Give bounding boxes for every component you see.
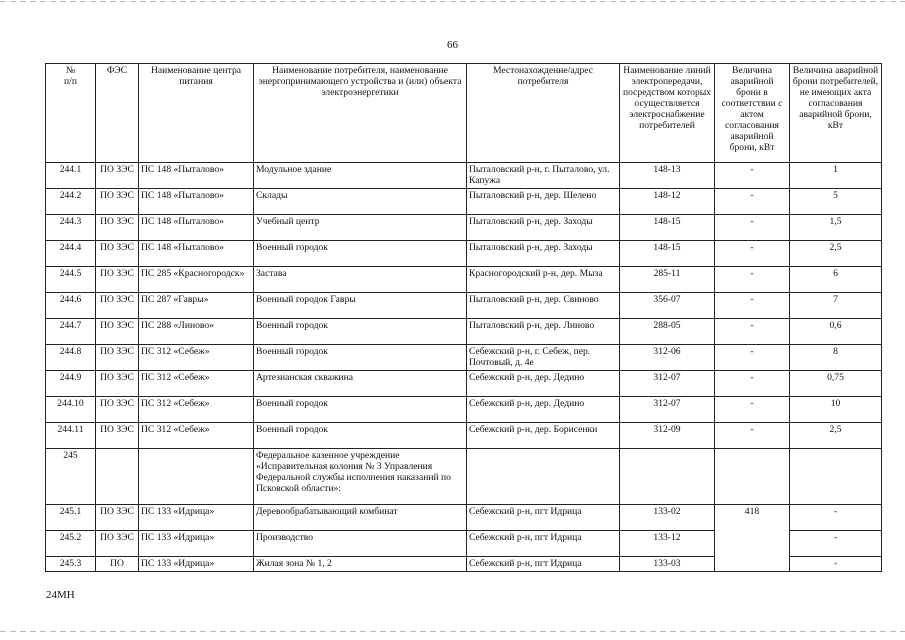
cell-consumer: Военный городок [254, 397, 467, 423]
cell-bron-noact: - [790, 557, 882, 572]
cell-center: ПС 312 «Себеж» [139, 397, 254, 423]
cell-bron-act: - [715, 371, 790, 397]
cell-bron-noact: 7 [790, 293, 882, 319]
cell-line: 133-03 [620, 557, 715, 572]
cell-line [620, 449, 715, 505]
cell-address: Пыталовский р-н, дер. Заходы [467, 241, 620, 267]
cell-num: 244.4 [46, 241, 96, 267]
cell-address: Себежский р-н, дер. Борисенки [467, 423, 620, 449]
cell-num: 244.1 [46, 163, 96, 189]
cell-center [139, 449, 254, 505]
cell-consumer: Военный городок [254, 241, 467, 267]
cell-line: 148-13 [620, 163, 715, 189]
cell-num: 244.2 [46, 189, 96, 215]
cell-fes: ПО ЗЭС [96, 189, 139, 215]
cell-bron-noact: 2,5 [790, 423, 882, 449]
document-code: 24МН [46, 589, 75, 601]
cell-line: 288-05 [620, 319, 715, 345]
cell-line: 356-07 [620, 293, 715, 319]
cell-bron-noact: 0,75 [790, 371, 882, 397]
header-consumer: Наименование потребителя, наименование энергопринимающего устройства и (или) объекта электроэнергетики [254, 64, 467, 163]
cell-address [467, 449, 620, 505]
page-number: 66 [447, 39, 458, 51]
cell-bron-noact [790, 449, 882, 505]
cell-address: Пыталовский р-н, г. Пыталово, ул. Капужа [467, 163, 620, 189]
cell-fes: ПО ЗЭС [96, 345, 139, 371]
cell-consumer: Жилая зона № 1, 2 [254, 557, 467, 572]
cell-consumer: Федеральное казенное учреждение «Исправительная колония № 3 Управления Федеральной службы исполнения наказаний по Псковской области»: [254, 449, 467, 505]
table-row [46, 371, 882, 397]
cell-center: ПС 312 «Себеж» [139, 345, 254, 371]
cell-num: 245 [46, 449, 96, 505]
cell-bron-noact: 1 [790, 163, 882, 189]
table-row [46, 293, 882, 319]
cell-line: 312-07 [620, 371, 715, 397]
cell-bron-noact: 5 [790, 189, 882, 215]
cell-line: 148-12 [620, 189, 715, 215]
cell-fes: ПО ЗЭС [96, 531, 139, 557]
cell-consumer: Учебный центр [254, 215, 467, 241]
cell-bron-act: - [715, 215, 790, 241]
cell-num: 245.2 [46, 531, 96, 557]
header-num: № п/п [46, 64, 96, 163]
cell-num: 244.7 [46, 319, 96, 345]
cell-address: Себежский р-н, пгт Идрица [467, 505, 620, 531]
table-header-row [46, 64, 882, 163]
table-row [46, 189, 882, 215]
cell-consumer: Артезианская скважина [254, 371, 467, 397]
cell-fes: ПО ЗЭС [96, 505, 139, 531]
table-row [46, 505, 882, 531]
header-bron-act: Величина аварийной брони в соответствии с актом согласования аварийной брони, кВт [715, 64, 790, 163]
cell-center: ПС 312 «Себеж» [139, 371, 254, 397]
cell-num: 244.11 [46, 423, 96, 449]
cell-line: 285-11 [620, 267, 715, 293]
cell-center: ПС 133 «Идрица» [139, 505, 254, 531]
header-line: Наименование линий электропередачи, посредством которых осуществляется электроснабжение потребителей [620, 64, 715, 163]
scan-artifact-top [0, 1, 905, 2]
cell-fes: ПО ЗЭС [96, 371, 139, 397]
cell-num: 244.10 [46, 397, 96, 423]
cell-bron-noact: - [790, 505, 882, 531]
cell-address: Пыталовский р-н, дер. Заходы [467, 215, 620, 241]
cell-address: Себежский р-н, дер. Дедино [467, 397, 620, 423]
cell-bron-act: - [715, 163, 790, 189]
table-row [46, 215, 882, 241]
cell-fes: ПО ЗЭС [96, 241, 139, 267]
cell-bron-act: - [715, 293, 790, 319]
cell-center: ПС 133 «Идрица» [139, 557, 254, 572]
header-bron-noact: Величина аварийной брони потребителей, не имеющих акта согласования аварийной брони, кВт [790, 64, 882, 163]
cell-num: 244.3 [46, 215, 96, 241]
cell-bron-noact: 1,5 [790, 215, 882, 241]
cell-line: 312-07 [620, 397, 715, 423]
table-row [46, 319, 882, 345]
cell-fes: ПО ЗЭС [96, 319, 139, 345]
table-row-245 [46, 449, 882, 505]
cell-bron-noact: 10 [790, 397, 882, 423]
cell-line: 148-15 [620, 215, 715, 241]
cell-address: Пыталовский р-н, дер. Шелено [467, 189, 620, 215]
cell-num: 245.1 [46, 505, 96, 531]
cell-bron-act: - [715, 397, 790, 423]
cell-line: 133-02 [620, 505, 715, 531]
table-row [46, 345, 882, 371]
cell-consumer: Деревообрабатывающий комбинат [254, 505, 467, 531]
cell-bron-act: - [715, 345, 790, 371]
cell-consumer: Производство [254, 531, 467, 557]
cell-bron-act: - [715, 241, 790, 267]
cell-center: ПС 148 «Пыталово» [139, 215, 254, 241]
cell-bron-act: - [715, 319, 790, 345]
cell-line: 312-06 [620, 345, 715, 371]
cell-consumer: Военный городок Гавры [254, 293, 467, 319]
cell-line: 148-15 [620, 241, 715, 267]
cell-bron-act: - [715, 267, 790, 293]
cell-bron-act [715, 449, 790, 505]
cell-address: Пыталовский р-н, дер. Свиново [467, 293, 620, 319]
cell-fes: ПО ЗЭС [96, 215, 139, 241]
cell-center: ПС 288 «Линово» [139, 319, 254, 345]
table-row [46, 163, 882, 189]
cell-consumer: Военный городок [254, 319, 467, 345]
cell-center: ПС 148 «Пыталово» [139, 241, 254, 267]
cell-address: Себежский р-н, г. Себеж, пер. Почтовый, д. 4е [467, 345, 620, 371]
cell-address: Себежский р-н, дер. Дедино [467, 371, 620, 397]
cell-bron-noact: - [790, 531, 882, 557]
cell-num: 244.8 [46, 345, 96, 371]
cell-center: ПС 148 «Пыталово» [139, 189, 254, 215]
cell-line: 312-09 [620, 423, 715, 449]
table-row [46, 267, 882, 293]
cell-consumer: Военный городок [254, 423, 467, 449]
cell-bron-noact: 6 [790, 267, 882, 293]
cell-center: ПС 312 «Себеж» [139, 423, 254, 449]
cell-num: 244.5 [46, 267, 96, 293]
cell-center: ПС 285 «Красногородск» [139, 267, 254, 293]
emergency-reserve-table [45, 63, 882, 572]
cell-address: Себежский р-н, пгт Идрица [467, 557, 620, 572]
cell-bron-act: - [715, 189, 790, 215]
table-row [46, 241, 882, 267]
cell-bron-noact: 8 [790, 345, 882, 371]
cell-fes: ПО ЗЭС [96, 163, 139, 189]
cell-consumer: Военный городок [254, 345, 467, 371]
cell-consumer: Склады [254, 189, 467, 215]
header-center: Наименование центра питания [139, 64, 254, 163]
cell-fes: ПО [96, 557, 139, 572]
cell-bron-noact: 0,6 [790, 319, 882, 345]
header-fes: ФЭС [96, 64, 139, 163]
cell-num: 244.9 [46, 371, 96, 397]
table-row [46, 423, 882, 449]
cell-address: Себежский р-н, пгт Идрица [467, 531, 620, 557]
cell-line: 133-12 [620, 531, 715, 557]
cell-num: 244.6 [46, 293, 96, 319]
cell-bron-act: - [715, 423, 790, 449]
cell-fes: ПО ЗЭС [96, 423, 139, 449]
cell-fes: ПО ЗЭС [96, 397, 139, 423]
cell-bron-act-merged: 418 [715, 505, 790, 572]
cell-fes: ПО ЗЭС [96, 267, 139, 293]
cell-address: Красногородский р-н, дер. Мыза [467, 267, 620, 293]
scan-artifact-bottom [0, 631, 905, 632]
cell-consumer: Модульное здание [254, 163, 467, 189]
cell-fes: ПО ЗЭС [96, 293, 139, 319]
cell-center: ПС 287 «Гавры» [139, 293, 254, 319]
cell-fes [96, 449, 139, 505]
cell-consumer: Застава [254, 267, 467, 293]
header-address: Местонахождение/адрес потребителя [467, 64, 620, 163]
table-row [46, 397, 882, 423]
cell-center: ПС 148 «Пыталово» [139, 163, 254, 189]
cell-address: Пыталовский р-н, дер. Линово [467, 319, 620, 345]
cell-bron-noact: 2,5 [790, 241, 882, 267]
cell-center: ПС 133 «Идрица» [139, 531, 254, 557]
cell-num: 245.3 [46, 557, 96, 572]
